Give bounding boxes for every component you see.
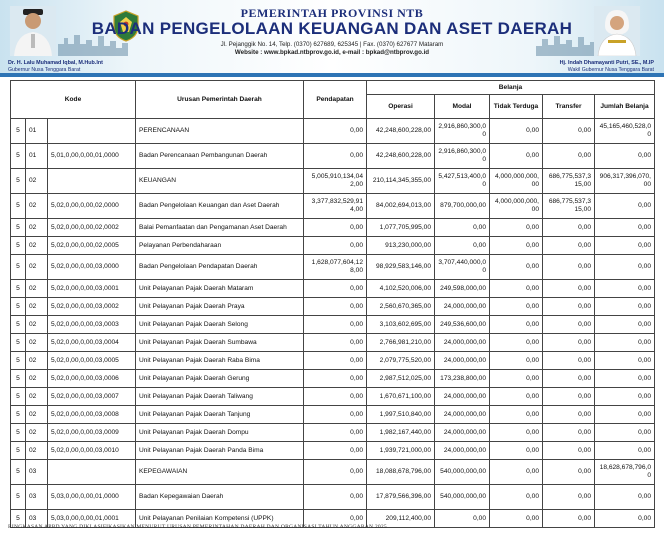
header-operasi: Operasi xyxy=(367,95,435,119)
transfer-cell: 0,00 xyxy=(543,144,595,169)
kode-2-cell: 02 xyxy=(26,442,48,460)
transfer-cell: 0,00 xyxy=(543,424,595,442)
kode-1-cell: 5 xyxy=(11,219,26,237)
table-row xyxy=(11,194,655,219)
modal-cell: 0,00 xyxy=(435,237,490,255)
modal-cell: 24,000,000,00 xyxy=(435,424,490,442)
table-row xyxy=(11,280,655,298)
table-row xyxy=(11,119,655,144)
header-belanja: Belanja xyxy=(367,81,655,95)
urusan-cell: Unit Pelayanan Pajak Daerah Sumbawa xyxy=(136,334,304,352)
kode-1-cell: 5 xyxy=(11,370,26,388)
jumlah-belanja-cell: 0,00 xyxy=(595,316,655,334)
tidak-terduga-cell: 0,00 xyxy=(490,442,543,460)
jumlah-belanja-cell: 0,00 xyxy=(595,255,655,280)
operasi-cell: 913,230,000,00 xyxy=(367,237,435,255)
kode-3-cell xyxy=(48,119,136,144)
header-address: Jl. Pejanggik No. 14, Telp. (0370) 627689, 625345 | Fax. (0370) 627677 Mataram xyxy=(220,41,444,48)
kode-1-cell: 5 xyxy=(11,280,26,298)
modal-cell: 2,916,860,300,00 xyxy=(435,119,490,144)
kode-3-cell: 5,02,0,00,0,00,03,0001 xyxy=(48,280,136,298)
pendapatan-cell: 0,00 xyxy=(304,510,367,528)
kode-2-cell: 03 xyxy=(26,460,48,485)
kode-2-cell: 02 xyxy=(26,219,48,237)
table-row xyxy=(11,334,655,352)
jumlah-belanja-cell: 0,00 xyxy=(595,388,655,406)
modal-cell: 2,916,860,300,00 xyxy=(435,144,490,169)
tidak-terduga-cell: 0,00 xyxy=(490,144,543,169)
header-title-province: PEMERINTAH PROVINSI NTB xyxy=(240,6,424,20)
kode-1-cell: 5 xyxy=(11,169,26,194)
header-title-agency: BADAN PENGELOLAAN KEUANGAN DAN ASET DAERAH xyxy=(91,19,573,38)
kode-2-cell: 02 xyxy=(26,255,48,280)
urusan-cell: PERENCANAAN xyxy=(136,119,304,144)
urusan-cell: Unit Pelayanan Penilaian Kompetensi (UPPK) xyxy=(136,510,304,528)
operasi-cell: 1,982,167,440,00 xyxy=(367,424,435,442)
jumlah-belanja-cell: 45,165,460,528,00 xyxy=(595,119,655,144)
header-jumlah-belanja: Jumlah Belanja xyxy=(595,95,655,119)
table-row xyxy=(11,219,655,237)
urusan-cell: Unit Pelayanan Pajak Daerah Praya xyxy=(136,298,304,316)
pendapatan-cell: 0,00 xyxy=(304,388,367,406)
kode-3-cell: 5,02,0,00,0,00,03,0008 xyxy=(48,406,136,424)
transfer-cell: 686,775,537,315,00 xyxy=(543,169,595,194)
modal-cell: 24,000,000,00 xyxy=(435,388,490,406)
jumlah-belanja-cell: 906,317,396,070,00 xyxy=(595,169,655,194)
jumlah-belanja-cell: 0,00 xyxy=(595,280,655,298)
kode-1-cell: 5 xyxy=(11,510,26,528)
pendapatan-cell: 0,00 xyxy=(304,485,367,510)
operasi-cell: 1,997,510,840,00 xyxy=(367,406,435,424)
jumlah-belanja-cell: 0,00 xyxy=(595,194,655,219)
kode-3-cell: 5,02,0,00,0,00,02,0005 xyxy=(48,237,136,255)
jumlah-belanja-cell: 0,00 xyxy=(595,298,655,316)
jumlah-belanja-cell: 0,00 xyxy=(595,144,655,169)
operasi-cell: 17,879,566,396,00 xyxy=(367,485,435,510)
pendapatan-cell: 1,628,077,604,128,00 xyxy=(304,255,367,280)
operasi-cell: 209,112,400,00 xyxy=(367,510,435,528)
table-row xyxy=(11,370,655,388)
urusan-cell: Unit Pelayanan Pajak Daerah Panda Bima xyxy=(136,442,304,460)
urusan-cell: Badan Pengelolaan Keuangan dan Aset Daerah xyxy=(136,194,304,219)
urusan-cell: Unit Pelayanan Pajak Daerah Raba Bima xyxy=(136,352,304,370)
transfer-cell: 0,00 xyxy=(543,255,595,280)
transfer-cell: 0,00 xyxy=(543,485,595,510)
operasi-cell: 1,670,671,100,00 xyxy=(367,388,435,406)
urusan-cell: Badan Pengelolaan Pendapatan Daerah xyxy=(136,255,304,280)
kode-2-cell: 02 xyxy=(26,370,48,388)
modal-cell: 249,598,000,00 xyxy=(435,280,490,298)
operasi-cell: 4,102,520,006,00 xyxy=(367,280,435,298)
modal-cell: 173,238,800,00 xyxy=(435,370,490,388)
kode-1-cell: 5 xyxy=(11,442,26,460)
kode-1-cell: 5 xyxy=(11,460,26,485)
pendapatan-cell: 5,005,910,134,042,00 xyxy=(304,169,367,194)
kode-1-cell: 5 xyxy=(11,406,26,424)
kode-3-cell: 5,03,0,00,0,00,01,0001 xyxy=(48,510,136,528)
vice-governor-name: Hj. Indah Dhamayanti Putri, SE., M.IP xyxy=(559,60,654,66)
urusan-cell: KEUANGAN xyxy=(136,169,304,194)
governor-role: Gubernur Nusa Tenggara Barat xyxy=(8,67,81,73)
tidak-terduga-cell: 0,00 xyxy=(490,280,543,298)
transfer-cell: 686,775,537,315,00 xyxy=(543,194,595,219)
table-row xyxy=(11,144,655,169)
pendapatan-cell: 0,00 xyxy=(304,144,367,169)
tidak-terduga-cell: 0,00 xyxy=(490,485,543,510)
transfer-cell: 0,00 xyxy=(543,298,595,316)
modal-cell: 3,707,440,000,00 xyxy=(435,255,490,280)
page-footer-caption: RINGKASAN APBD YANG DIKLASIFIKASIKAN MENURUT URUSAN PEMERINTAHAN DAERAH DAN ORGANISASI TAHUN ANGGARAN 2025 xyxy=(8,524,387,530)
pendapatan-cell: 0,00 xyxy=(304,370,367,388)
modal-cell: 249,536,600,00 xyxy=(435,316,490,334)
jumlah-belanja-cell: 0,00 xyxy=(595,510,655,528)
table-row xyxy=(11,442,655,460)
kode-2-cell: 02 xyxy=(26,406,48,424)
tidak-terduga-cell: 4,000,000,000,00 xyxy=(490,194,543,219)
urusan-cell: Badan Perencanaan Pembangunan Daerah xyxy=(136,144,304,169)
jumlah-belanja-cell: 0,00 xyxy=(595,485,655,510)
kode-2-cell: 01 xyxy=(26,119,48,144)
urusan-cell: Badan Kepegawaian Daerah xyxy=(136,485,304,510)
transfer-cell: 0,00 xyxy=(543,237,595,255)
tidak-terduga-cell: 0,00 xyxy=(490,406,543,424)
modal-cell: 0,00 xyxy=(435,219,490,237)
jumlah-belanja-cell: 0,00 xyxy=(595,219,655,237)
kode-2-cell: 02 xyxy=(26,316,48,334)
transfer-cell: 0,00 xyxy=(543,442,595,460)
table-row xyxy=(11,388,655,406)
kode-3-cell: 5,02,0,00,0,00,03,0009 xyxy=(48,424,136,442)
pendapatan-cell: 0,00 xyxy=(304,334,367,352)
tidak-terduga-cell: 4,000,000,000,00 xyxy=(490,169,543,194)
tidak-terduga-cell: 0,00 xyxy=(490,510,543,528)
operasi-cell: 2,987,512,025,00 xyxy=(367,370,435,388)
pendapatan-cell: 0,00 xyxy=(304,316,367,334)
kode-3-cell: 5,02,0,00,0,00,02,0000 xyxy=(48,194,136,219)
tidak-terduga-cell: 0,00 xyxy=(490,388,543,406)
modal-cell: 24,000,000,00 xyxy=(435,352,490,370)
urusan-cell: Pelayanan Perbendaharaan xyxy=(136,237,304,255)
modal-cell: 0,00 xyxy=(435,510,490,528)
table-row xyxy=(11,406,655,424)
header-kode: Kode xyxy=(11,81,136,119)
pendapatan-cell: 0,00 xyxy=(304,280,367,298)
operasi-cell: 210,114,345,355,00 xyxy=(367,169,435,194)
urusan-cell: Unit Pelayanan Pajak Daerah Tanjung xyxy=(136,406,304,424)
transfer-cell: 0,00 xyxy=(543,406,595,424)
tidak-terduga-cell: 0,00 xyxy=(490,219,543,237)
kode-1-cell: 5 xyxy=(11,334,26,352)
kode-1-cell: 5 xyxy=(11,119,26,144)
kode-1-cell: 5 xyxy=(11,255,26,280)
transfer-cell: 0,00 xyxy=(543,119,595,144)
table-row xyxy=(11,352,655,370)
kode-1-cell: 5 xyxy=(11,194,26,219)
kode-1-cell: 5 xyxy=(11,237,26,255)
header-divider xyxy=(0,73,664,77)
operasi-cell: 2,079,775,520,00 xyxy=(367,352,435,370)
operasi-cell: 42,248,600,228,00 xyxy=(367,144,435,169)
tidak-terduga-cell: 0,00 xyxy=(490,370,543,388)
tidak-terduga-cell: 0,00 xyxy=(490,119,543,144)
tidak-terduga-cell: 0,00 xyxy=(490,316,543,334)
modal-cell: 24,000,000,00 xyxy=(435,406,490,424)
urusan-cell: Unit Pelayanan Pajak Daerah Selong xyxy=(136,316,304,334)
header-website: Website : www.bpkad.ntbprov.go.id, e-mail : bpkad@ntbprov.go.id xyxy=(234,49,430,56)
kode-3-cell xyxy=(48,169,136,194)
kode-1-cell: 5 xyxy=(11,316,26,334)
pendapatan-cell: 0,00 xyxy=(304,119,367,144)
transfer-cell: 0,00 xyxy=(543,370,595,388)
operasi-cell: 1,939,721,000,00 xyxy=(367,442,435,460)
kode-1-cell: 5 xyxy=(11,388,26,406)
modal-cell: 540,000,000,00 xyxy=(435,485,490,510)
header-urusan: Urusan Pemerintah Daerah xyxy=(136,81,304,119)
pendapatan-cell: 0,00 xyxy=(304,219,367,237)
header-transfer: Transfer xyxy=(543,95,595,119)
governor-name: Dr. H. Lalu Muhamad Iqbal, M.Hub.Int xyxy=(8,60,103,66)
kode-2-cell: 03 xyxy=(26,510,48,528)
kode-2-cell: 02 xyxy=(26,169,48,194)
table-row xyxy=(11,169,655,194)
page-header xyxy=(0,0,664,77)
kode-3-cell: 5,02,0,00,0,00,03,0003 xyxy=(48,316,136,334)
urusan-cell: Unit Pelayanan Pajak Daerah Taliwang xyxy=(136,388,304,406)
operasi-cell: 3,103,602,695,00 xyxy=(367,316,435,334)
pendapatan-cell: 3,377,832,529,914,00 xyxy=(304,194,367,219)
kode-2-cell: 02 xyxy=(26,334,48,352)
kode-2-cell: 02 xyxy=(26,298,48,316)
transfer-cell: 0,00 xyxy=(543,352,595,370)
kode-1-cell: 5 xyxy=(11,298,26,316)
table-row xyxy=(11,237,655,255)
pendapatan-cell: 0,00 xyxy=(304,298,367,316)
kode-1-cell: 5 xyxy=(11,144,26,169)
jumlah-belanja-cell: 0,00 xyxy=(595,442,655,460)
operasi-cell: 2,560,670,365,00 xyxy=(367,298,435,316)
kode-3-cell: 5,02,0,00,0,00,03,0007 xyxy=(48,388,136,406)
kode-3-cell xyxy=(48,460,136,485)
vice-governor-role: Wakil Gubernur Nusa Tenggara Barat xyxy=(567,67,654,73)
tidak-terduga-cell: 0,00 xyxy=(490,298,543,316)
header-tidak-terduga: Tidak Terduga xyxy=(490,95,543,119)
modal-cell: 24,000,000,00 xyxy=(435,298,490,316)
pendapatan-cell: 0,00 xyxy=(304,406,367,424)
operasi-cell: 2,766,981,210,00 xyxy=(367,334,435,352)
kode-3-cell: 5,02,0,00,0,00,03,0000 xyxy=(48,255,136,280)
transfer-cell: 0,00 xyxy=(543,219,595,237)
table-row xyxy=(11,460,655,485)
operasi-cell: 84,002,694,013,00 xyxy=(367,194,435,219)
operasi-cell: 42,248,600,228,00 xyxy=(367,119,435,144)
tidak-terduga-cell: 0,00 xyxy=(490,237,543,255)
transfer-cell: 0,00 xyxy=(543,334,595,352)
kode-2-cell: 01 xyxy=(26,144,48,169)
transfer-cell: 0,00 xyxy=(543,460,595,485)
header-pendapatan: Pendapatan xyxy=(304,81,367,119)
transfer-cell: 0,00 xyxy=(543,388,595,406)
urusan-cell: Unit Pelayanan Pajak Daerah Mataram xyxy=(136,280,304,298)
table-row xyxy=(11,298,655,316)
jumlah-belanja-cell: 0,00 xyxy=(595,334,655,352)
kode-3-cell: 5,02,0,00,0,00,03,0002 xyxy=(48,298,136,316)
kode-3-cell: 5,02,0,00,0,00,03,0010 xyxy=(48,442,136,460)
transfer-cell: 0,00 xyxy=(543,280,595,298)
transfer-cell: 0,00 xyxy=(543,316,595,334)
pendapatan-cell: 0,00 xyxy=(304,237,367,255)
jumlah-belanja-cell: 0,00 xyxy=(595,424,655,442)
modal-cell: 5,427,513,400,00 xyxy=(435,169,490,194)
kode-3-cell: 5,03,0,00,0,00,01,0000 xyxy=(48,485,136,510)
kode-3-cell: 5,01,0,00,0,00,01,0000 xyxy=(48,144,136,169)
urusan-cell: Unit Pelayanan Pajak Daerah Dompu xyxy=(136,424,304,442)
kode-2-cell: 02 xyxy=(26,237,48,255)
operasi-cell: 1,077,705,995,00 xyxy=(367,219,435,237)
pendapatan-cell: 0,00 xyxy=(304,442,367,460)
table-row xyxy=(11,485,655,510)
modal-cell: 24,000,000,00 xyxy=(435,334,490,352)
kode-1-cell: 5 xyxy=(11,424,26,442)
jumlah-belanja-cell: 0,00 xyxy=(595,237,655,255)
tidak-terduga-cell: 0,00 xyxy=(490,255,543,280)
jumlah-belanja-cell: 0,00 xyxy=(595,352,655,370)
header-modal: Modal xyxy=(435,95,490,119)
operasi-cell: 98,929,583,146,00 xyxy=(367,255,435,280)
pendapatan-cell: 0,00 xyxy=(304,424,367,442)
modal-cell: 24,000,000,00 xyxy=(435,442,490,460)
kode-3-cell: 5,02,0,00,0,00,03,0005 xyxy=(48,352,136,370)
kode-2-cell: 03 xyxy=(26,485,48,510)
kode-2-cell: 02 xyxy=(26,194,48,219)
urusan-cell: Balai Pemanfaatan dan Pengamanan Aset Daerah xyxy=(136,219,304,237)
budget-table xyxy=(10,80,655,528)
pendapatan-cell: 0,00 xyxy=(304,352,367,370)
kode-2-cell: 02 xyxy=(26,424,48,442)
modal-cell: 540,000,000,00 xyxy=(435,460,490,485)
tidak-terduga-cell: 0,00 xyxy=(490,334,543,352)
urusan-cell: Unit Pelayanan Pajak Daerah Gerung xyxy=(136,370,304,388)
modal-cell: 879,700,000,00 xyxy=(435,194,490,219)
jumlah-belanja-cell: 0,00 xyxy=(595,370,655,388)
pendapatan-cell: 0,00 xyxy=(304,460,367,485)
kode-2-cell: 02 xyxy=(26,388,48,406)
jumlah-belanja-cell: 0,00 xyxy=(595,406,655,424)
kode-1-cell: 5 xyxy=(11,485,26,510)
tidak-terduga-cell: 0,00 xyxy=(490,460,543,485)
table-row xyxy=(11,255,655,280)
kode-1-cell: 5 xyxy=(11,352,26,370)
table-row xyxy=(11,316,655,334)
kode-2-cell: 02 xyxy=(26,280,48,298)
tidak-terduga-cell: 0,00 xyxy=(490,352,543,370)
kode-3-cell: 5,02,0,00,0,00,02,0002 xyxy=(48,219,136,237)
operasi-cell: 18,088,678,796,00 xyxy=(367,460,435,485)
kode-3-cell: 5,02,0,00,0,00,03,0006 xyxy=(48,370,136,388)
table-row xyxy=(11,424,655,442)
kode-3-cell: 5,02,0,00,0,00,03,0004 xyxy=(48,334,136,352)
urusan-cell: KEPEGAWAIAN xyxy=(136,460,304,485)
kode-2-cell: 02 xyxy=(26,352,48,370)
transfer-cell: 0,00 xyxy=(543,510,595,528)
tidak-terduga-cell: 0,00 xyxy=(490,424,543,442)
jumlah-belanja-cell: 18,628,678,796,00 xyxy=(595,460,655,485)
